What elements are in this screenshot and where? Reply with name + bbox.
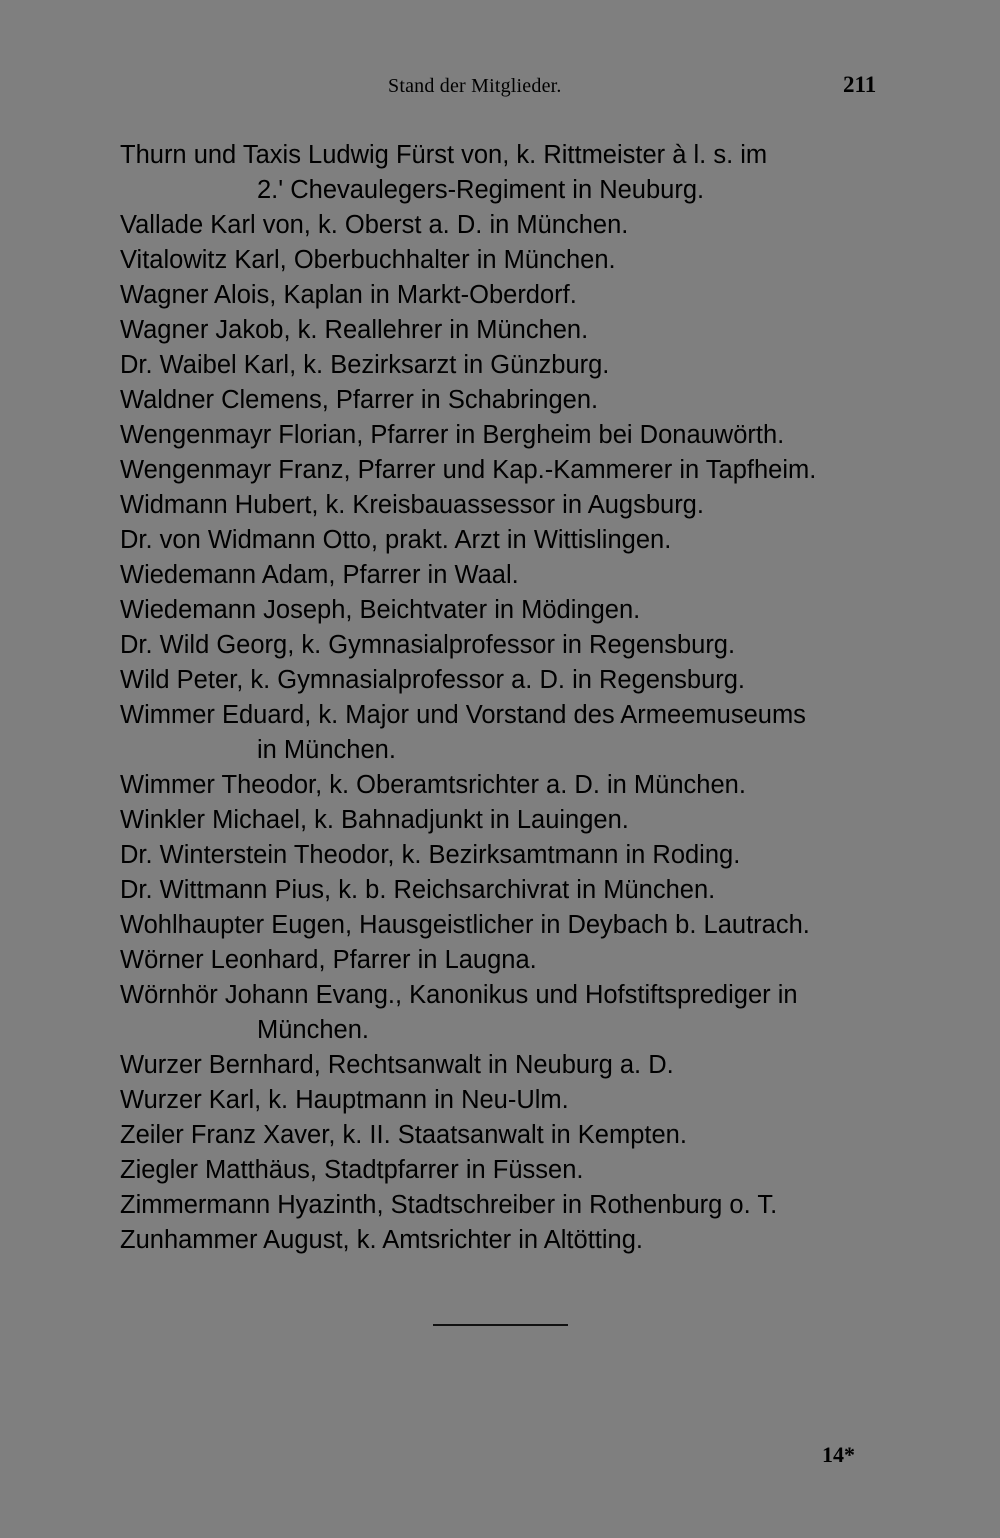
member-entry-line: Wimmer Theodor, k. Oberamtsrichter a. D. in München. [120, 771, 746, 799]
member-entry-line: Wengenmayr Florian, Pfarrer in Bergheim bei Donauwörth. [120, 421, 785, 449]
member-entry-line: Wengenmayr Franz, Pfarrer und Kap.-Kammerer in Tapfheim. [120, 456, 817, 484]
member-entry-line: Wohlhaupter Eugen, Hausgeistlicher in Deybach b. Lautrach. [120, 911, 810, 939]
member-entry-line: Dr. Waibel Karl, k. Bezirksarzt in Günzburg. [120, 351, 610, 379]
member-entry-line: Ziegler Matthäus, Stadtpfarrer in Füssen. [120, 1156, 584, 1184]
page-number: 211 [843, 72, 877, 97]
member-entry-line: Wimmer Eduard, k. Major und Vorstand des Armeemuseums [120, 701, 806, 729]
member-entry-line: Zimmermann Hyazinth, Stadtschreiber in Rothenburg o. T. [120, 1191, 778, 1219]
member-entry-line: Wörnhör Johann Evang., Kanonikus und Hofstiftsprediger in [120, 981, 798, 1009]
entry-continuation-line: in München. [257, 736, 396, 764]
running-header-title: Stand der Mitglieder. [388, 75, 562, 97]
member-entry-line: Wagner Alois, Kaplan in Markt-Oberdorf. [120, 281, 577, 309]
member-list [120, 138, 890, 1258]
member-entry-line: Dr. von Widmann Otto, prakt. Arzt in Wittislingen. [120, 526, 672, 554]
member-entry-line: Wagner Jakob, k. Reallehrer in München. [120, 316, 589, 344]
member-entry-line: Vitalowitz Karl, Oberbuchhalter in München. [120, 246, 616, 274]
member-entry-line: Thurn und Taxis Ludwig Fürst von, k. Rittmeister à l. s. im [120, 141, 768, 169]
member-entry-line: Winkler Michael, k. Bahnadjunkt in Lauingen. [120, 806, 629, 834]
member-entry-line: Wurzer Karl, k. Hauptmann in Neu-Ulm. [120, 1086, 569, 1114]
member-entry-line: Dr. Winterstein Theodor, k. Bezirksamtmann in Roding. [120, 841, 741, 869]
entry-continuation-line: München. [257, 1016, 369, 1044]
member-entry-line: Dr. Wittmann Pius, k. b. Reichsarchivrat in München. [120, 876, 716, 904]
member-entry-line: Vallade Karl von, k. Oberst a. D. in München. [120, 211, 629, 239]
entry-continuation-line: 2.' Chevaulegers-Regiment in Neuburg. [257, 176, 705, 204]
signature-mark: 14* [822, 1442, 855, 1467]
member-entry-line: Waldner Clemens, Pfarrer in Schabringen. [120, 386, 599, 414]
member-entry-line: Wurzer Bernhard, Rechtsanwalt in Neuburg a. D. [120, 1051, 674, 1079]
end-rule [433, 1324, 568, 1326]
member-entry-line: Zeiler Franz Xaver, k. II. Staatsanwalt in Kempten. [120, 1121, 687, 1149]
member-entry-line: Wiedemann Adam, Pfarrer in Waal. [120, 561, 519, 589]
member-entry-line: Wild Peter, k. Gymnasialprofessor a. D. in Regensburg. [120, 666, 746, 694]
member-entry-line: Wiedemann Joseph, Beichtvater in Mödingen. [120, 596, 641, 624]
member-entry-line: Wörner Leonhard, Pfarrer in Laugna. [120, 946, 537, 974]
member-entry-line: Widmann Hubert, k. Kreisbauassessor in Augsburg. [120, 491, 704, 519]
member-entry-line: Zunhammer August, k. Amtsrichter in Altötting. [120, 1226, 643, 1254]
member-entry-line: Dr. Wild Georg, k. Gymnasialprofessor in Regensburg. [120, 631, 736, 659]
